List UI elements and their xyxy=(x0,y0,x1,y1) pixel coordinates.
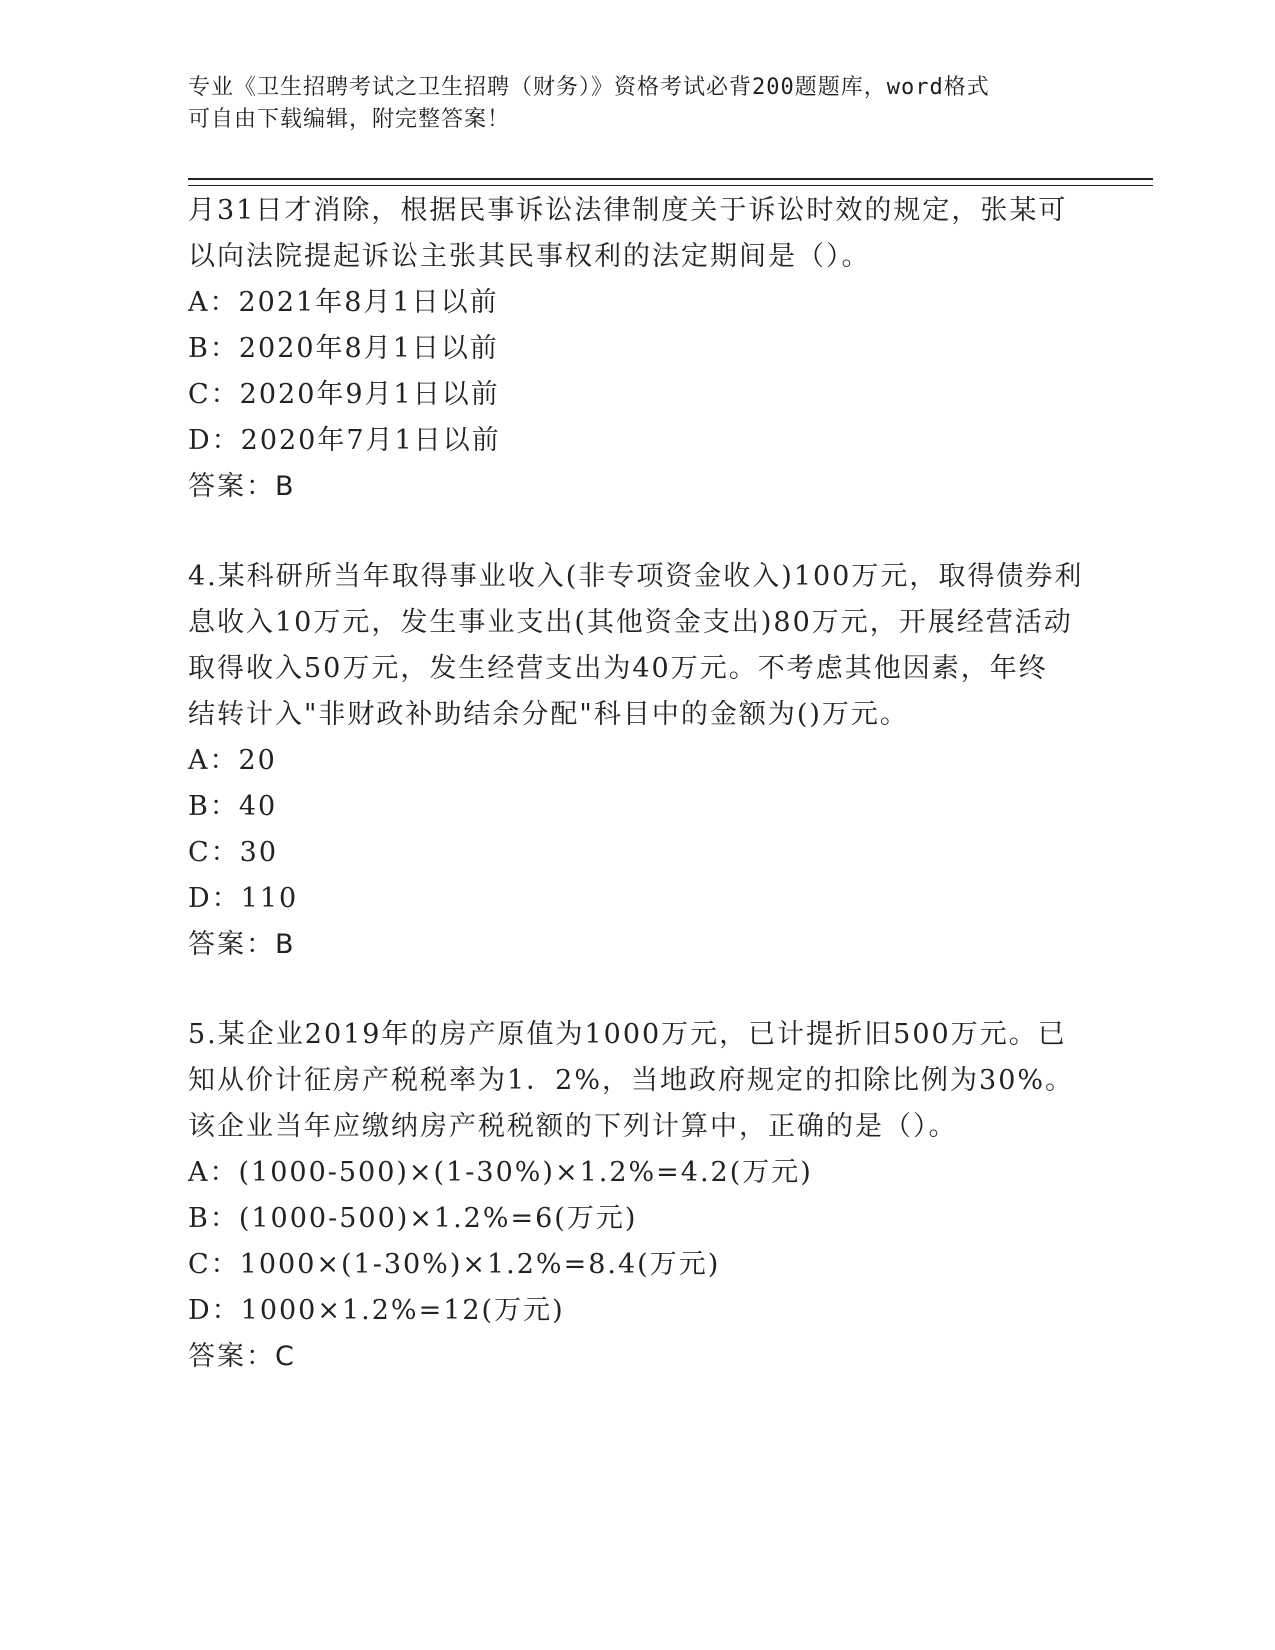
option-a: A：2021年8月1日以前 xyxy=(188,287,499,318)
question-stem-line: 结转计入"非财政补助结余分配"科目中的金额为()万元。 xyxy=(188,699,909,730)
question-stem-line: 以向法院提起诉讼主张其民事权利的法定期间是（）。 xyxy=(188,241,871,272)
spacer xyxy=(188,968,1088,1012)
answer-line: 答案：C xyxy=(188,1341,296,1372)
option-c: C：1000×(1-30%)×1.2%=8.4(万元) xyxy=(188,1249,721,1280)
option-d: D：110 xyxy=(188,883,299,914)
option-a: A：(1000-500)×(1-30%)×1.2%=4.2(万元) xyxy=(188,1157,813,1188)
option-a: A：20 xyxy=(188,745,277,776)
answer-line: 答案：B xyxy=(188,929,296,960)
header-line-2: 可自由下载编辑，附完整答案！ xyxy=(188,107,511,132)
header-line-1: 专业《卫生招聘考试之卫生招聘（财务）》资格考试必背200题题库，word格式 xyxy=(188,75,990,100)
header-divider-thin xyxy=(188,185,1153,186)
question-stem-line: 该企业当年应缴纳房产税税额的下列计算中，正确的是（）。 xyxy=(188,1111,958,1142)
option-d: D：2020年7月1日以前 xyxy=(188,425,501,456)
option-d: D：1000×1.2%=12(万元) xyxy=(188,1295,565,1326)
question-stem-line: 息收入10万元，发生事业支出(其他资金支出)80万元，开展经营活动 xyxy=(188,607,1073,638)
question-stem-line: 取得收入50万元，发生经营支出为40万元。不考虑其他因素，年终 xyxy=(188,653,1048,684)
option-c: C：30 xyxy=(188,837,279,868)
spacer xyxy=(188,510,1088,554)
document-body xyxy=(188,188,1088,1380)
option-b: B：(1000-500)×1.2%=6(万元) xyxy=(188,1203,638,1234)
question-3 xyxy=(188,188,1088,510)
answer-line: 答案：B xyxy=(188,471,296,502)
option-c: C：2020年9月1日以前 xyxy=(188,379,500,410)
question-5 xyxy=(188,1012,1088,1380)
question-4 xyxy=(188,554,1088,968)
question-stem-line: 5.某企业2019年的房产原值为1000万元，已计提折旧500万元。已 xyxy=(188,1019,1067,1050)
question-stem-line: 知从价计征房产税税率为1．2%，当地政府规定的扣除比例为30%。 xyxy=(188,1065,1075,1096)
document-header xyxy=(188,72,1088,136)
question-stem-line: 4.某科研所当年取得事业收入(非专项资金收入)100万元，取得债券利 xyxy=(188,561,1084,592)
header-divider-thick xyxy=(188,178,1153,180)
question-stem-line: 月31日才消除，根据民事诉讼法律制度关于诉讼时效的规定，张某可 xyxy=(188,195,1068,226)
option-b: B：40 xyxy=(188,791,278,822)
option-b: B：2020年8月1日以前 xyxy=(188,333,499,364)
